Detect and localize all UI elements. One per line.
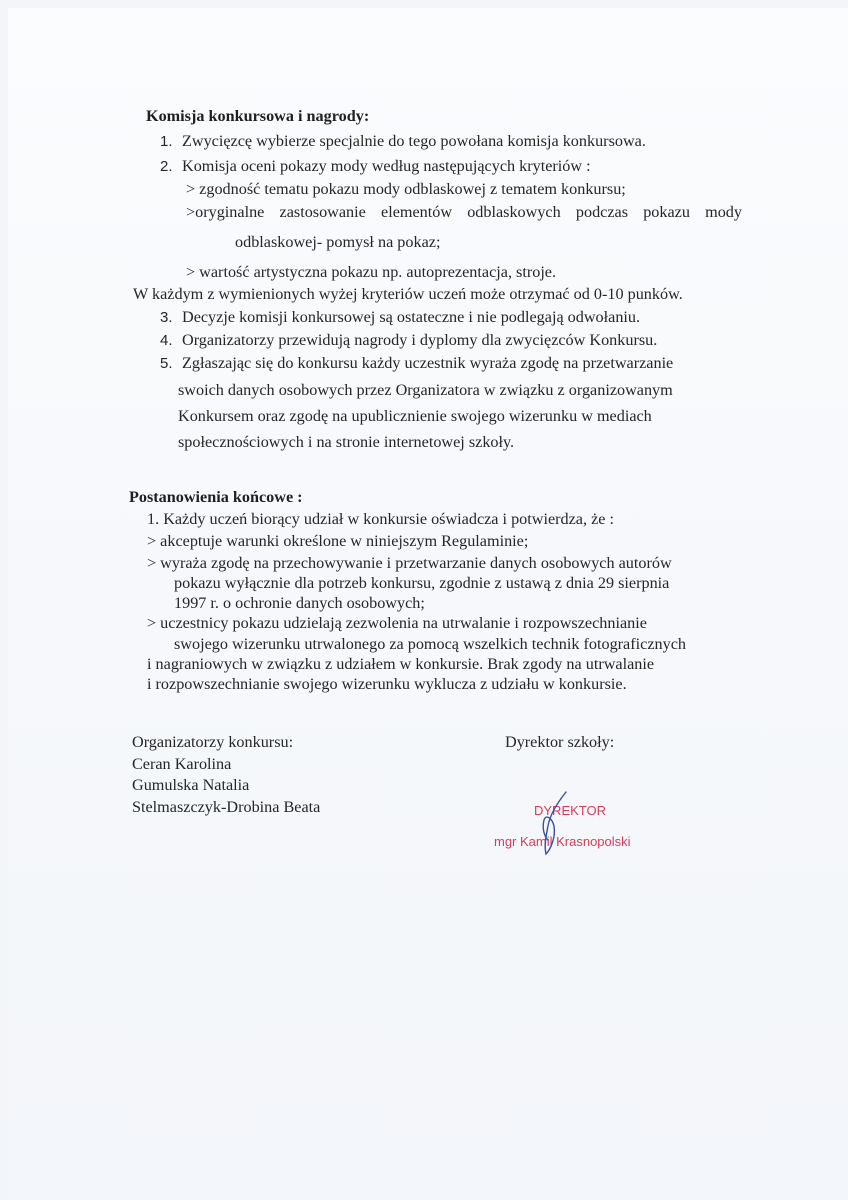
list-number: 4. [160, 332, 173, 349]
bullet-line: > wyraża zgodę na przechowywanie i przetwarzanie danych osobowych autorów [147, 554, 672, 572]
criterion-line: > wartość artystyczna pokazu np. autoprezentacja, stroje. [186, 263, 557, 281]
list-item-text: Organizatorzy przewidują nagrody i dyplomy dla zwycięzców Konkursu. [182, 331, 658, 349]
bullet-continuation: 1997 r. o ochronie danych osobowych; [174, 594, 425, 612]
bullet-line: > akceptuje warunki określone w niniejszym Regulaminie; [147, 532, 529, 550]
list-item [160, 131, 646, 152]
list-item-text: Komisja oceni pokazy mody według następujących kryteriów : [182, 157, 591, 175]
list-number: 2. [160, 158, 173, 175]
director-label: Dyrektor szkoły: [505, 733, 615, 751]
section-heading-final-provisions: Postanowienia końcowe : [129, 488, 303, 506]
stamp-name: mgr Kamil Krasnopolski [494, 834, 631, 849]
list-item [160, 307, 640, 328]
list-item [160, 353, 673, 374]
criterion-line: > zgodność tematu pokazu mody odblaskowej z tematem konkursu; [186, 180, 626, 198]
organizer-name: Gumulska Natalia [132, 776, 250, 794]
bullet-line: > uczestnicy pokazu udzielają zezwolenia na utrwalanie i rozpowszechnianie [147, 614, 647, 632]
list-number: 1. [160, 133, 173, 150]
list-item [160, 330, 657, 351]
bullet-continuation: pokazu wyłącznie dla potrzeb konkursu, zgodnie z ustawą z dnia 29 sierpnia [174, 574, 670, 592]
organizer-name: Stelmaszczyk-Drobina Beata [132, 798, 321, 816]
scoring-note: W każdym z wymienionych wyżej kryteriów uczeń może otrzymać od 0-10 punków. [133, 285, 683, 303]
signature-mark [532, 790, 572, 860]
list-item-text: Decyzje komisji konkursowej są ostateczne i nie podlegają odwołaniu. [182, 308, 641, 326]
signature-stroke [543, 792, 566, 854]
list-item-continuation: Konkursem oraz zgodę na upublicznienie swojego wizerunku w mediach [178, 407, 652, 425]
bullet-continuation: i rozpowszechnianie swojego wizerunku wyklucza z udziału w konkursie. [147, 675, 627, 693]
list-number: 5. [160, 355, 173, 372]
list-item-text: Zwycięzcę wybierze specjalnie do tego powołana komisja konkursowa. [182, 132, 646, 150]
list-number: 3. [160, 309, 173, 326]
list-item [160, 156, 591, 177]
criterion-line: >oryginalne zastosowanie elementów odblaskowych podczas pokazu mody [186, 203, 742, 221]
list-item-text: Zgłaszając się do konkursu każdy uczestnik wyraża zgodę na przetwarzanie [182, 354, 674, 372]
list-item-continuation: swoich danych osobowych przez Organizatora w związku z organizowanym [178, 381, 673, 399]
organizers-label: Organizatorzy konkursu: [132, 733, 294, 751]
bullet-continuation: swojego wizerunku utrwalonego za pomocą wszelkich technik fotograficznych [174, 635, 686, 653]
criterion-line: odblaskowej- pomysł na pokaz; [235, 233, 441, 251]
organizer-name: Ceran Karolina [132, 755, 232, 773]
list-item: 1. Każdy uczeń biorący udział w konkursie oświadcza i potwierdza, że : [147, 510, 615, 528]
bullet-continuation: i nagraniowych w związku z udziałem w konkursie. Brak zgody na utrwalanie [147, 655, 655, 673]
section-heading-commission: Komisja konkursowa i nagrody: [146, 107, 370, 125]
stamp-title: DYREKTOR [534, 803, 606, 818]
list-item-continuation: społecznościowych i na stronie internetowej szkoły. [178, 433, 515, 451]
